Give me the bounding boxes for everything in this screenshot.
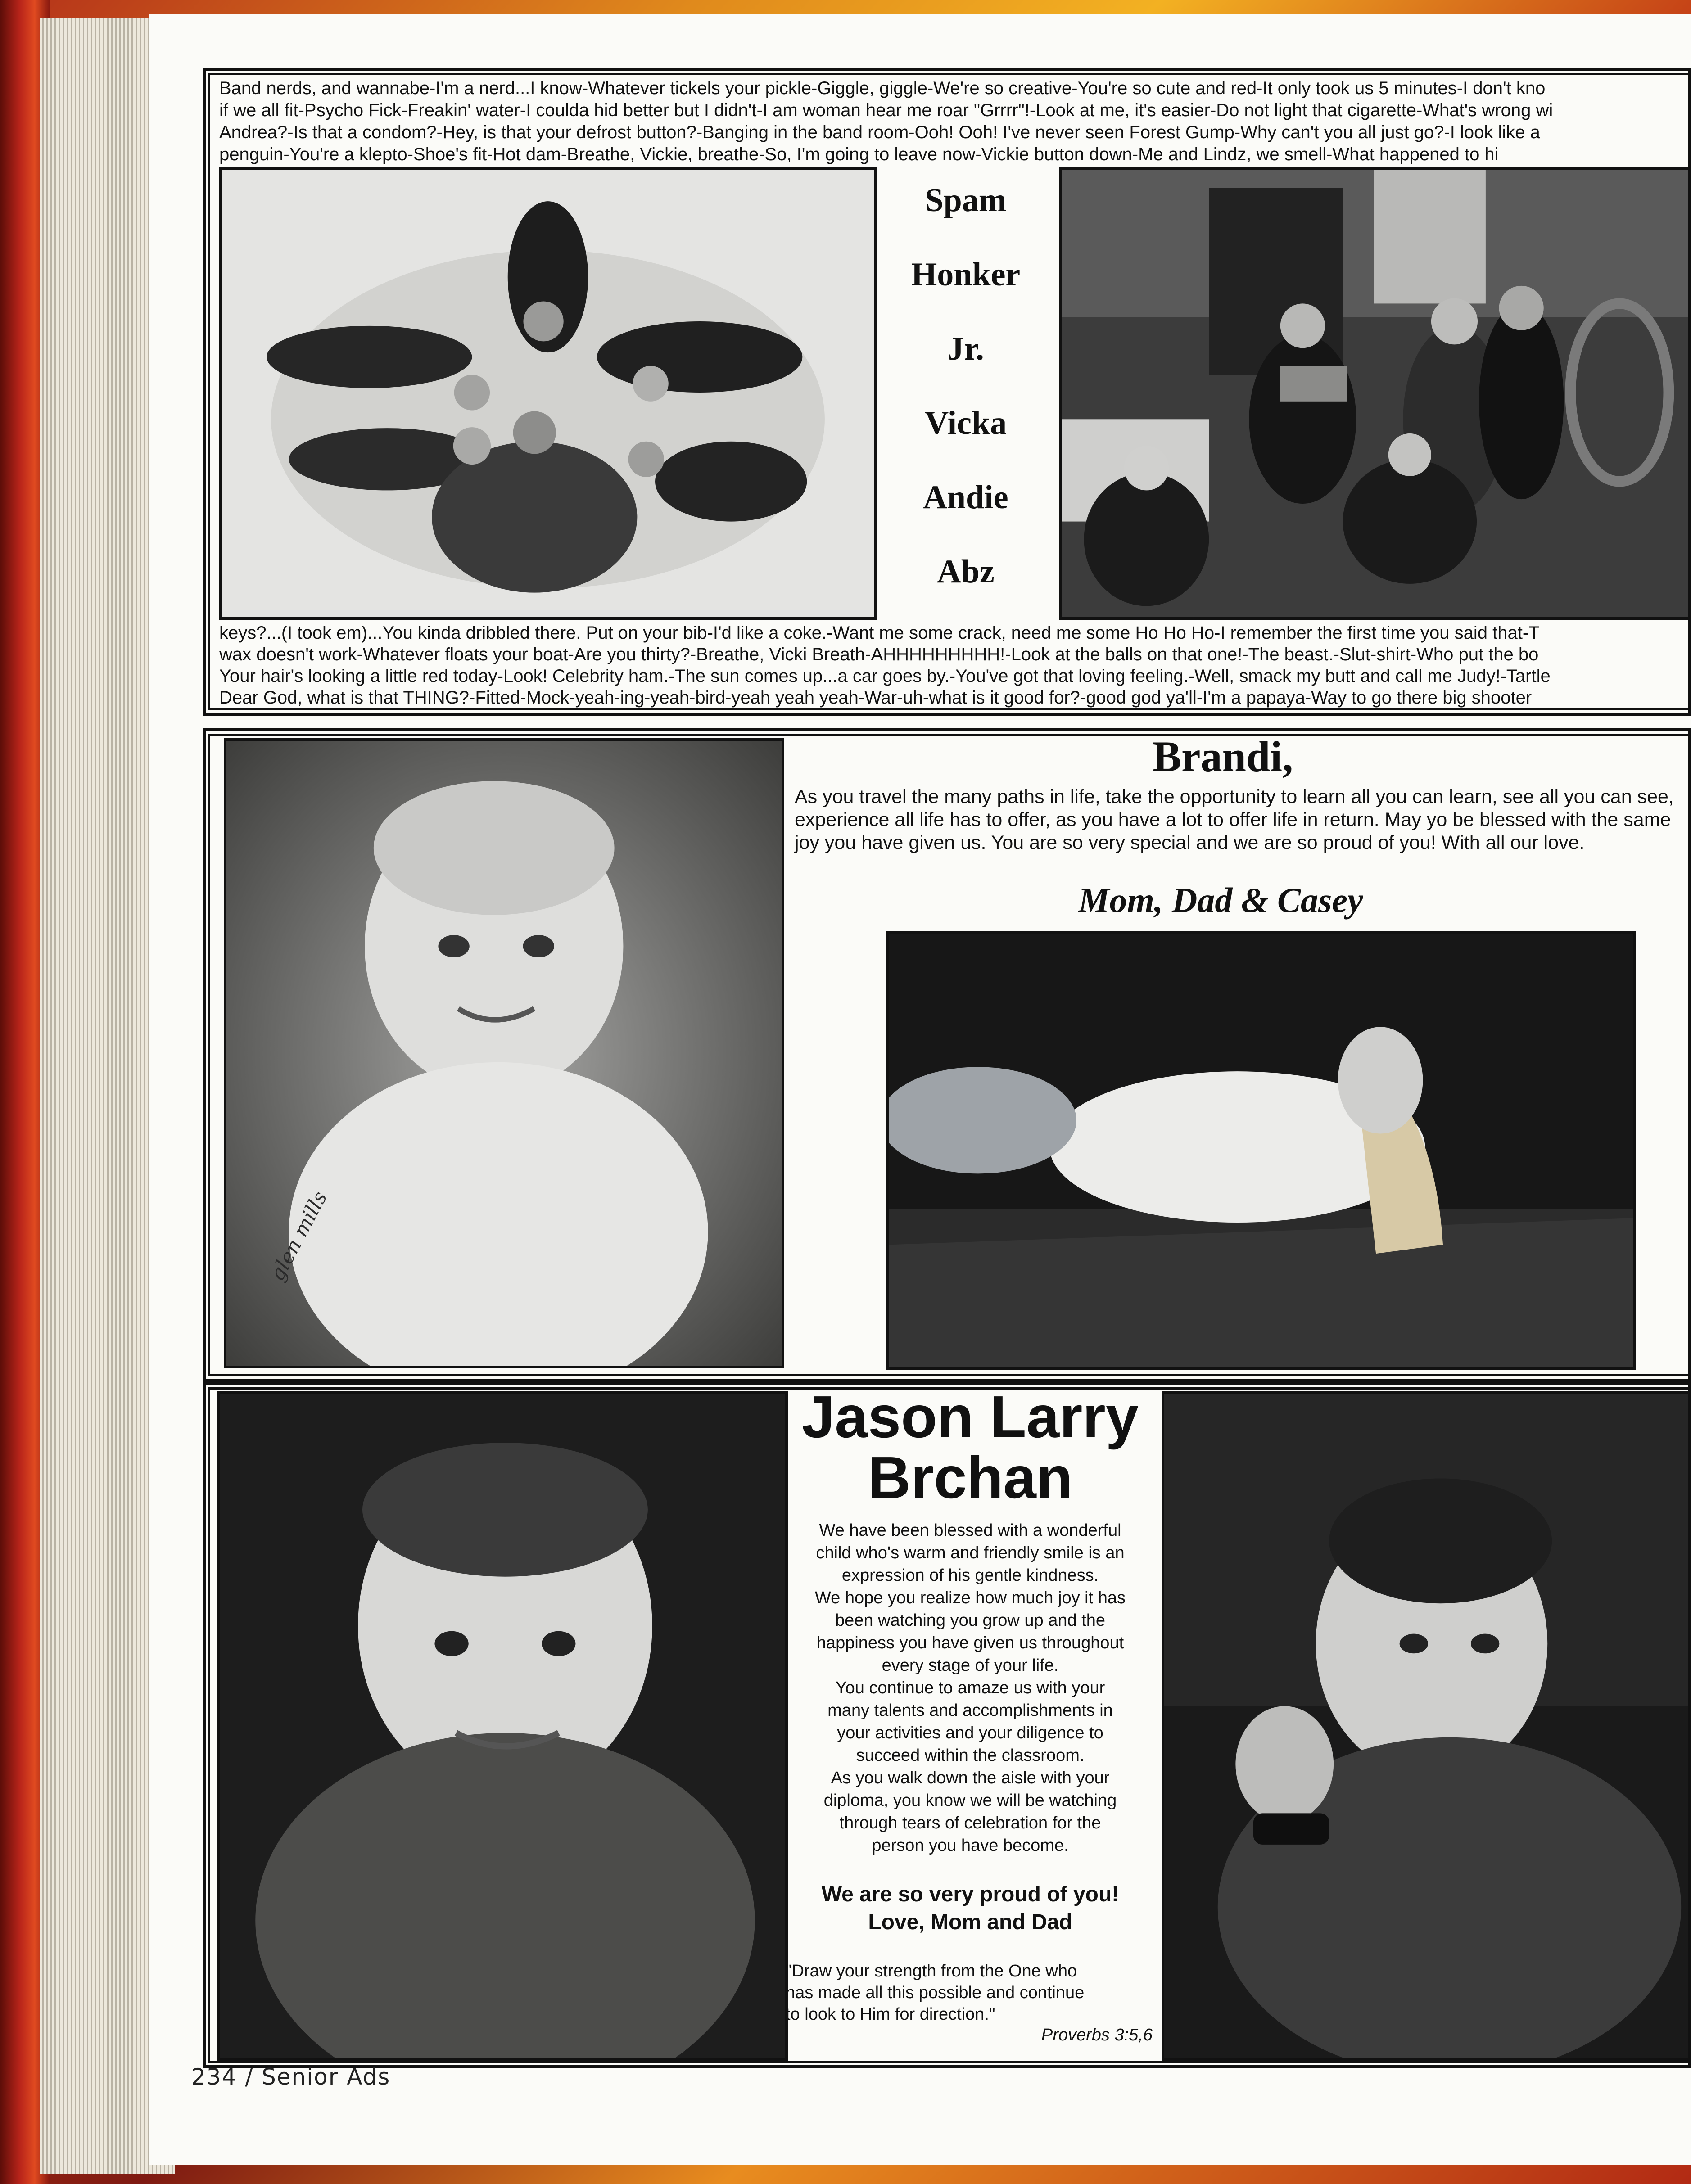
nickname: Honker xyxy=(911,256,1021,293)
message-line: many talents and accomplishments in xyxy=(827,1701,1113,1720)
message-line: You continue to amaze us with your xyxy=(835,1679,1105,1697)
page-folio: 234 / Senior Ads xyxy=(191,2064,391,2090)
jason-ad-verse xyxy=(786,1960,1146,2025)
quote-line: if we all fit-Psycho Fick-Freakin' water-I coulda hid better but I didn't-I am woman hear me roar "Grrrr"!-Look at me, it's easier-Do not light that cigarette-What's wrong wi xyxy=(219,100,1553,120)
proud-line: Love, Mom and Dad xyxy=(868,1910,1072,1934)
quote-line: Your hair's looking a little red today-Look! Celebrity ham.-The sun comes up...a car goes by.-You've got that loving feeling.-Well, smack my butt and call me Judy!-Tartle xyxy=(219,666,1551,686)
message-line: through tears of celebration for the xyxy=(839,1814,1101,1832)
friends-nicknames xyxy=(871,176,1060,621)
jason-ad-proud xyxy=(786,1881,1155,1936)
snow-angels-photo xyxy=(219,167,877,620)
friends-quotes-bottom xyxy=(219,622,1691,708)
quote-line: wax doesn't work-Whatever floats your boat-Are you thirty?-Breathe, Vicki Breath-AHHHHHHHHH!-Look at the balls on that one!-The beast.-Slut-shirt-Who put the bo xyxy=(219,645,1539,664)
brandi-ad-message: As you travel the many paths in life, take the opportunity to learn all you can learn, see all you can see, experience all life has to offer, as you have a lot to offer life in return. May yo be blessed with the same joy you have given us. You are so very special and we are so proud of you! With all our love. xyxy=(795,786,1674,853)
jason-ad-message xyxy=(786,1519,1155,1857)
nickname: Abz xyxy=(937,553,995,590)
quote-line: Band nerds, and wannabe-I'm a nerd...I know-Whatever tickels your pickle-Giggle, giggle-We're so creative-You're so cute and red-It only took us 5 minutes-I don't kno xyxy=(219,78,1546,98)
message-line: We have been blessed with a wonderful xyxy=(819,1521,1121,1540)
photographer-signature: glen mills xyxy=(266,1187,332,1285)
nickname: Andie xyxy=(923,479,1008,516)
verse-line: has made all this possible and continue xyxy=(786,1983,1085,2002)
jason-title-line: Brchan xyxy=(868,1444,1073,1511)
jason-ad-title xyxy=(795,1384,1146,1511)
message-line: child who's warm and friendly smile is an xyxy=(816,1543,1125,1562)
quote-line: penguin-You're a klepto-Shoe's fit-Hot dam-Breathe, Vickie, breathe-So, I'm going to leave now-Vickie button down-Me and Lindz, we smell-What happened to hi xyxy=(219,144,1499,164)
quote-line: Dear God, what is that THING?-Fitted-Mock-yeah-ing-yeah-bird-yeah yeah yeah-War-uh-what is it good for?-good god ya'll-I'm a papaya-Way to go there big shooter xyxy=(219,688,1532,708)
verse-line: "Draw your strength from the One who xyxy=(786,1962,1077,1981)
message-line: been watching you grow up and the xyxy=(835,1611,1105,1630)
message-line: happiness you have given us throughout xyxy=(816,1633,1124,1652)
verse-line: to look to Him for direction." xyxy=(786,2005,995,2024)
nickname: Spam xyxy=(925,182,1007,219)
jason-toddler-photo xyxy=(217,1391,788,2061)
nickname: Vicka xyxy=(924,405,1007,442)
message-line: succeed within the classroom. xyxy=(856,1746,1085,1765)
brandi-ad-title: Brandi, xyxy=(1153,732,1293,781)
brandi-ad-signature: Mom, Dad & Casey xyxy=(1078,880,1363,920)
brandi-senior-photo xyxy=(886,931,1636,1370)
garage-group-photo xyxy=(1059,167,1691,620)
quote-line: keys?...(I took em)...You kinda dribbled there. Put on your bib-I'd like a coke.-Want me some crack, need me some Ho Ho Ho-I remember the first time you said that-T xyxy=(219,623,1540,643)
message-line: person you have become. xyxy=(872,1836,1069,1855)
message-line: expression of his gentle kindness. xyxy=(841,1566,1099,1585)
message-line: We hope you realize how much joy it has xyxy=(815,1588,1126,1607)
message-line: your activities and your diligence to xyxy=(837,1724,1103,1742)
quote-line: Andrea?-Is that a condom?-Hey, is that your defrost button?-Banging in the band room-Ooh! Ooh! I've never seen Forest Gump-Why can't you all just go?-I look like a xyxy=(219,122,1540,142)
message-line: As you walk down the aisle with your xyxy=(831,1769,1110,1787)
brandi-baby-photo xyxy=(224,738,784,1368)
friends-quotes-top xyxy=(219,77,1691,166)
nickname: Jr. xyxy=(947,330,984,367)
jason-title-line: Jason Larry xyxy=(801,1384,1139,1450)
message-line: diploma, you know we will be watching xyxy=(823,1791,1117,1810)
message-line: every stage of your life. xyxy=(882,1656,1059,1675)
proud-line: We are so very proud of you! xyxy=(821,1882,1119,1906)
jason-senior-photo xyxy=(1162,1391,1691,2061)
jason-ad-verse-ref: Proverbs 3:5,6 xyxy=(1041,2026,1153,2044)
